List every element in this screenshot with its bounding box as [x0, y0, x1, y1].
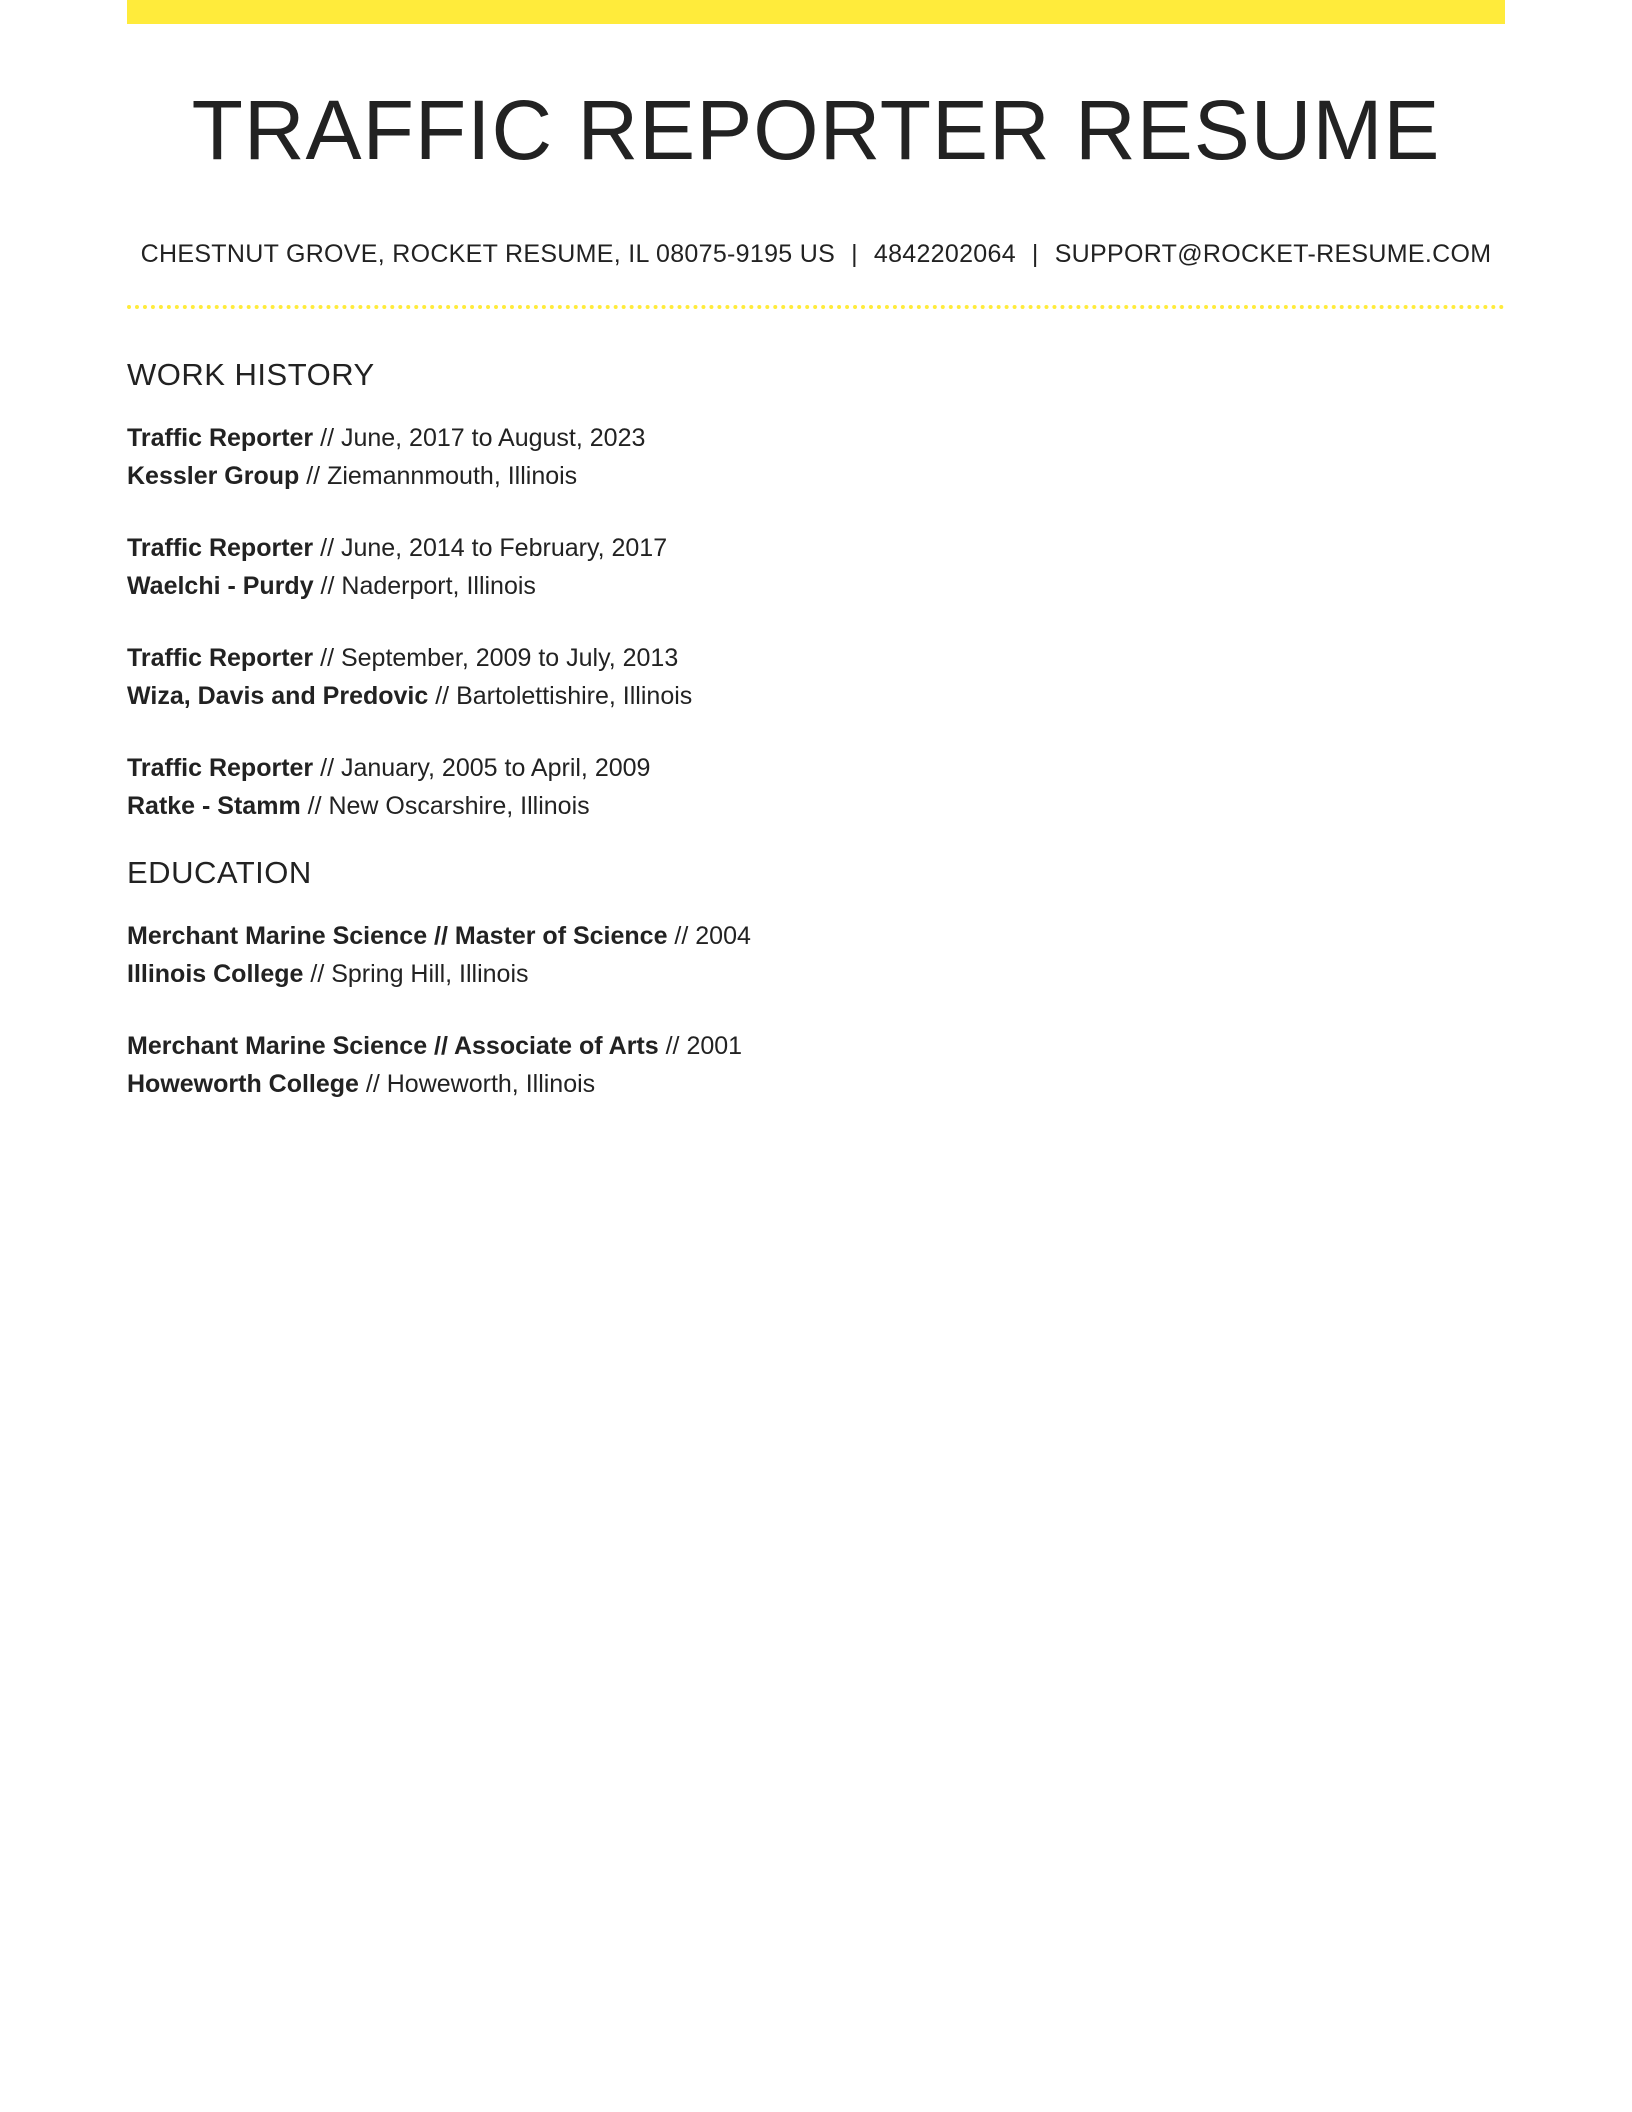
company-location: // Bartolettishire, Illinois [428, 682, 693, 711]
job-dates: // June, 2014 to February, 2017 [313, 534, 668, 563]
education-list [127, 917, 1505, 1103]
company-name: Wiza, Davis and Predovic [127, 682, 429, 711]
work-entry-company-line [127, 787, 1505, 825]
work-entry [127, 639, 1505, 715]
degree-name: Merchant Marine Science // Master of Science [127, 922, 668, 951]
work-entry-title-line [127, 529, 1505, 567]
work-entry-company-line [127, 457, 1505, 495]
company-name: Kessler Group [127, 462, 300, 491]
school-location: // Howeworth, Illinois [358, 1070, 596, 1099]
work-entry-company-line [127, 677, 1505, 715]
education-entry-school-line [127, 1065, 1505, 1103]
work-entry [127, 529, 1505, 605]
school-name: Howeworth College [127, 1070, 359, 1099]
work-entry [127, 419, 1505, 495]
work-entry-company-line [127, 567, 1505, 605]
degree-year: // 2001 [658, 1032, 743, 1061]
job-title: Traffic Reporter [127, 754, 314, 783]
company-location: // Ziemannmouth, Illinois [299, 462, 578, 491]
education-entry [127, 917, 1505, 993]
education-heading: EDUCATION [127, 855, 312, 891]
contact-separator: | [851, 240, 858, 269]
work-entry-title-line [127, 419, 1505, 457]
contact-phone: 4842202064 [873, 240, 1016, 269]
contact-line [127, 240, 1505, 269]
contact-email: SUPPORT@ROCKET-RESUME.COM [1054, 240, 1492, 269]
top-accent-bar [127, 0, 1505, 24]
dotted-divider [127, 305, 1505, 309]
job-dates: // January, 2005 to April, 2009 [313, 754, 651, 783]
education-entry-degree-line [127, 1027, 1505, 1065]
company-name: Ratke - Stamm [127, 792, 301, 821]
work-entry-title-line [127, 749, 1505, 787]
degree-year: // 2004 [667, 922, 751, 951]
school-location: // Spring Hill, Illinois [303, 960, 529, 989]
contact-separator: | [1031, 240, 1039, 269]
company-location: // New Oscarshire, Illinois [300, 792, 590, 821]
work-entry [127, 749, 1505, 825]
education-entry-degree-line [127, 917, 1505, 955]
contact-address: CHESTNUT GROVE, ROCKET RESUME, IL 08075-9195 US [140, 240, 836, 269]
work-history-list [127, 419, 1505, 825]
education-entry [127, 1027, 1505, 1103]
work-entry-title-line [127, 639, 1505, 677]
company-name: Waelchi - Purdy [127, 572, 314, 601]
resume-title: TRAFFIC REPORTER RESUME [191, 83, 1441, 177]
company-location: // Naderport, Illinois [313, 572, 536, 601]
job-title: Traffic Reporter [127, 644, 314, 673]
education-entry-school-line [127, 955, 1505, 993]
job-dates: // September, 2009 to July, 2013 [313, 644, 679, 673]
job-dates: // June, 2017 to August, 2023 [313, 424, 646, 453]
job-title: Traffic Reporter [127, 424, 314, 453]
work-history-heading: WORK HISTORY [127, 357, 375, 393]
degree-name: Merchant Marine Science // Associate of Arts [127, 1032, 659, 1061]
job-title: Traffic Reporter [127, 534, 314, 563]
school-name: Illinois College [127, 960, 304, 989]
